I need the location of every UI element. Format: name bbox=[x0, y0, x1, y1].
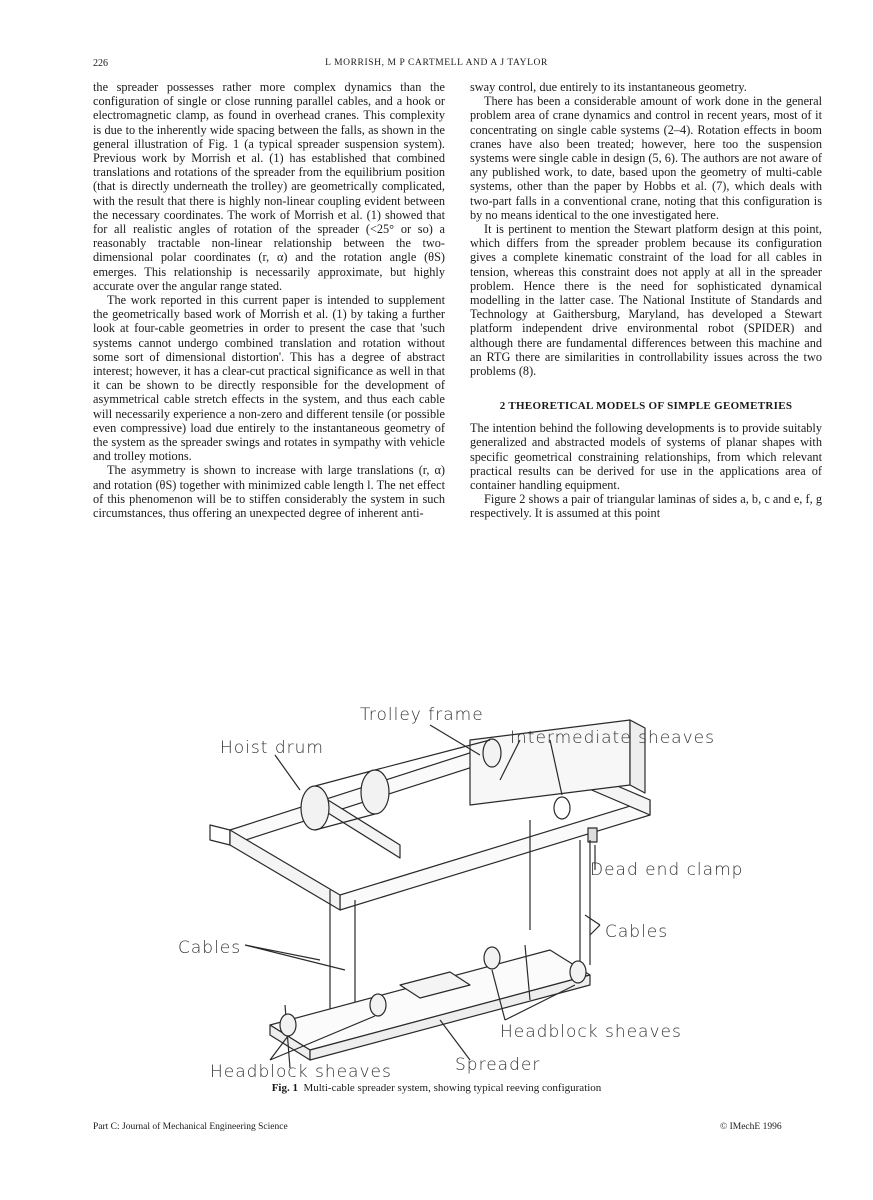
section-heading: 2 THEORETICAL MODELS OF SIMPLE GEOMETRIES bbox=[499, 400, 793, 413]
paragraph: the spreader possesses rather more complex dynamics than the configuration of single or close running parallel cables, and a hook or electromagnetic clamp, as found in overhead cranes. This complexity is due to the inherently wide spacing between the falls, as shown in the general illustration of Fig. 1 (a typical spreader suspension system). Previous work by Morrish et al. (1) has established that combined translations and rotations of the spreader from the equilibrium position (that is directly underneath the trolley) are geometrically complicated, with the result that there is highly non-linear coupling evident between the necessary coordinates. The work of Morrish et al. (1) showed that for all realistic angles of rotation of the spreader (<25° or so) a reasonably tractable non-linear relationship between the two-dimensional polar coordinates (r, α) and the rotation angle (θS) emerges. This relationship is necessarily approximate, but highly accurate over the angular range stated. bbox=[93, 80, 445, 293]
paragraph: sway control, due entirely to its instantaneous geometry. bbox=[470, 80, 747, 94]
paragraph: There has been a considerable amount of work done in the general problem area of crane dynamics and control in recent years, most of it concentrating on single cable systems (2–4). Rotation effects in boom cranes have also been treated; however, here too the suspension systems were single cable in design (5, 6). The authors are not aware of any published work, to date, based upon the geometry of multi-cable systems, other than the paper by Hobbs et al. (7), which deals with two-part falls in a conventional crane, noting that this configuration is by no means identical to the one investigated here. bbox=[470, 94, 822, 222]
right-column bbox=[470, 80, 822, 521]
left-column bbox=[93, 80, 445, 520]
paragraph: The intention behind the following developments is to provide suitably generalized and abstracted models of systems of planar shapes with specific geometrical constraining relationships, from which relevant practical results can be derived for use in the applications area of container handling equipment. bbox=[470, 421, 822, 493]
label-headblock-sheaves-right: Headblock sheaves bbox=[500, 1022, 682, 1042]
label-hoist-drum: Hoist drum bbox=[220, 738, 324, 758]
running-head: L MORRISH, M P CARTMELL AND A J TAYLOR bbox=[325, 58, 548, 68]
label-cables-right: Cables bbox=[605, 922, 669, 942]
footer-journal: Part C: Journal of Mechanical Engineering Science bbox=[93, 1122, 288, 1132]
label-headblock-sheaves-left: Headblock sheaves bbox=[210, 1062, 392, 1082]
caption-number: Fig. 1 bbox=[271, 1082, 298, 1094]
figure-spreader-system bbox=[170, 700, 744, 1085]
label-spreader: Spreader bbox=[455, 1055, 541, 1075]
paragraph: The asymmetry is shown to increase with large translations (r, α) and rotation (θS) together with minimized cable length l. The net effect of this phenomenon will be to stiffen considerably the system in such circumstances, thus offering an unexpected degree of inherent anti- bbox=[93, 463, 445, 521]
paragraph: It is pertinent to mention the Stewart platform design at this point, which differs from the spreader problem because its configuration gives a complete kinematic constraint of the load for all cables in tension, whereas this constraint does not apply at all in the spreader problem. Hence there is the need for sophisticated dynamical modelling in the latter case. The National Institute of Standards and Technology at Gaithersburg, Maryland, has developed a Stewart platform independent drive environmental robot (SPIDER) and although there are fundamental differences between this machine and an RTG there are similarities in controllability issues across the two problems (8). bbox=[470, 222, 822, 379]
label-cables-left: Cables bbox=[178, 938, 242, 958]
page-header bbox=[0, 58, 873, 74]
figure-caption bbox=[0, 1082, 873, 1094]
paragraph: Figure 2 shows a pair of triangular laminas of sides a, b, c and e, f, g respectively. It is assumed at this point bbox=[470, 492, 822, 521]
caption-text: Multi-cable spreader system, showing typical reeving configuration bbox=[303, 1082, 602, 1094]
label-intermediate-sheaves: Intermediate sheaves bbox=[510, 728, 715, 748]
paragraph: The work reported in this current paper is intended to supplement the geometrically based work of Morrish et al. (1) by taking a further look at four-cable geometries in order to present the case that 'such systems cannot undergo combined translation and rotation without some sort of dimensional distortion'. This has a degree of abstract interest; however, it has a clear-cut practical significance as well in that it can be shown to be directly responsible for the development of asymmetrical cable stretch effects in the system, and thus each cable will necessarily experience a non-zero and different tensile (or possible even compressive) load due entirely to the instantaneous geometry of the system as the spreader swings and rotates in sympathy with vehicle and trolley motions. bbox=[93, 293, 445, 464]
label-dead-end-clamp: Dead end clamp bbox=[590, 860, 744, 880]
page-number: 226 bbox=[93, 58, 108, 69]
footer-copyright: © IMechE 1996 bbox=[720, 1122, 782, 1132]
label-trolley-frame: Trolley frame bbox=[360, 705, 484, 725]
